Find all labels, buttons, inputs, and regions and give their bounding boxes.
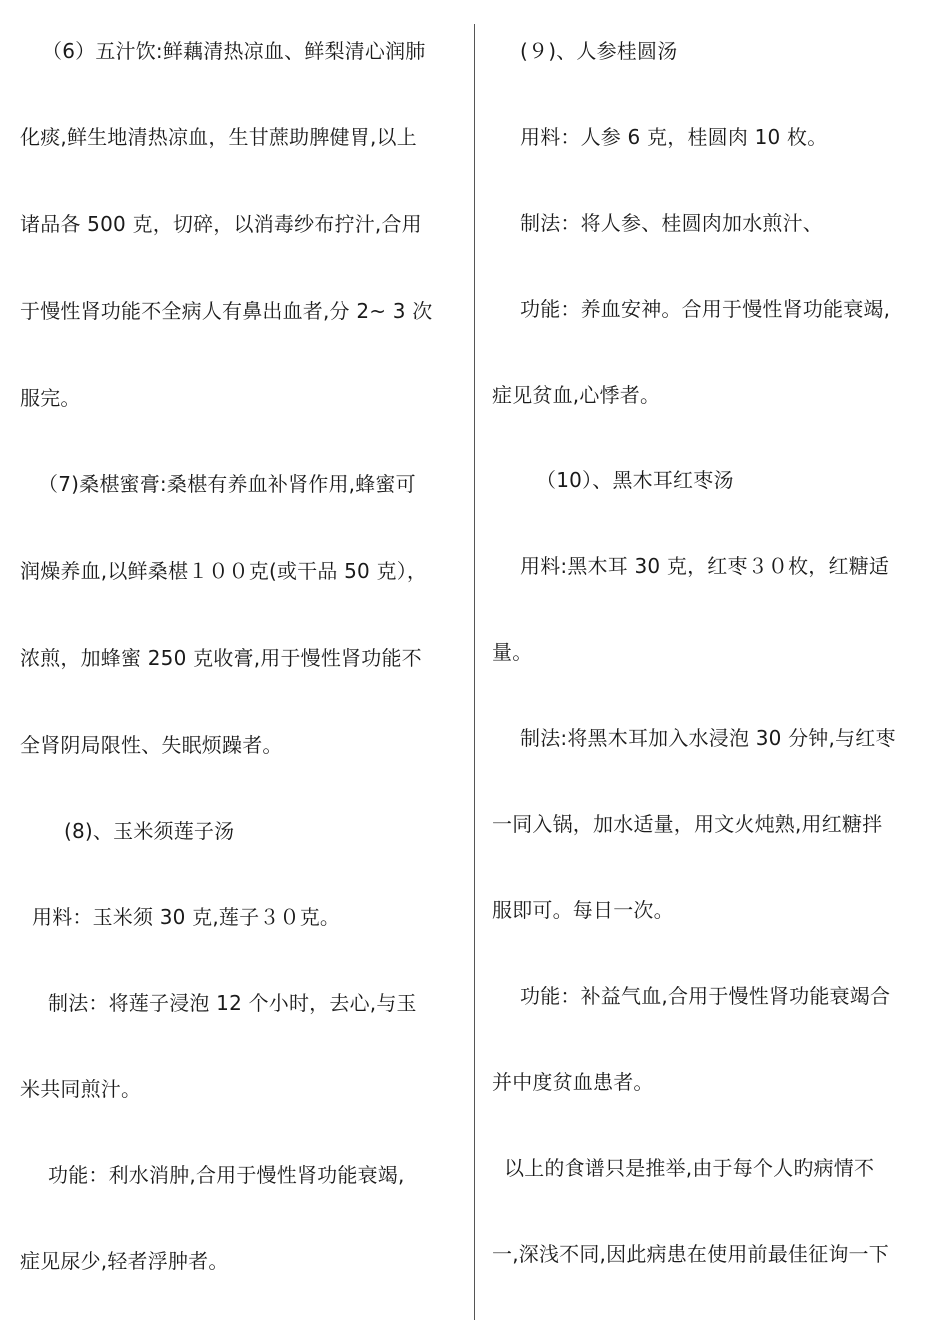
text-line: 于慢性肾功能不全病人有鼻出血者,分 2~ 3 次 — [20, 299, 433, 323]
text-line: 全肾阴局限性、失眠烦躁者。 — [20, 733, 283, 757]
text-line: 功能：补益气血,合用于慢性肾功能衰竭合 — [520, 984, 891, 1008]
text-line: 制法：将莲子浸泡 12 个小时，去心,与玉 — [48, 991, 417, 1015]
text-line: 量。 — [492, 640, 533, 664]
text-line: （7)桑椹蜜膏:桑椹有养血补肾作用,蜂蜜可 — [38, 472, 416, 496]
text-line: 服完。 — [20, 386, 81, 410]
text-line: （6）五汁饮:鲜藕清热凉血、鲜梨清心润肺 — [42, 39, 426, 63]
text-line: 润燥养血,以鲜桑椹１００克(或干品 50 克）， — [20, 559, 428, 583]
right-column — [492, 0, 940, 1344]
text-line: 症见尿少,轻者浮肿者。 — [20, 1249, 229, 1273]
text-line: 服即可。每日一次。 — [492, 898, 674, 922]
section-heading: (8)、玉米须莲子汤 — [64, 819, 235, 843]
section-heading: (９)、人参桂圆汤 — [520, 39, 678, 63]
text-line: 用料：玉米须 30 克,莲子３０克。 — [32, 905, 341, 929]
section-heading: （10）、黑木耳红枣汤 — [536, 468, 734, 492]
text-line: 功能：养血安神。合用于慢性肾功能衰竭, — [520, 297, 891, 321]
left-column — [20, 0, 464, 1344]
text-line: 以上的食谱只是推举,由于每个人旳病情不 — [504, 1156, 875, 1180]
text-line: 化痰,鲜生地清热凉血，生甘蔗助脾健胃,以上 — [20, 125, 417, 149]
text-line: 用料:黑木耳 30 克，红枣３０枚，红糖适 — [520, 554, 890, 578]
text-line: 制法:将黑木耳加入水浸泡 30 分钟,与红枣 — [520, 726, 896, 750]
column-divider — [474, 24, 475, 1320]
text-line: 一同入锅，加水适量，用文火炖熟,用红糖拌 — [492, 812, 883, 836]
text-line: 诸品各 500 克，切碎，以消毒纱布拧汁,合用 — [20, 212, 422, 236]
text-line: 功能：利水消肿,合用于慢性肾功能衰竭, — [48, 1163, 405, 1187]
text-line: 米共同煎汁。 — [20, 1077, 142, 1101]
text-line: 浓煎，加蜂蜜 250 克收膏,用于慢性肾功能不 — [20, 646, 422, 670]
text-line: 制法：将人参、桂圆肉加水煎汁、 — [520, 211, 823, 235]
text-line: 症见贫血,心悸者。 — [492, 383, 661, 407]
text-line: 并中度贫血患者。 — [492, 1070, 654, 1094]
text-line: 用料：人参 6 克，桂圆肉 10 枚。 — [520, 125, 828, 149]
text-line: 一,深浅不同,因此病患在使用前最佳征询一下 — [492, 1242, 889, 1266]
